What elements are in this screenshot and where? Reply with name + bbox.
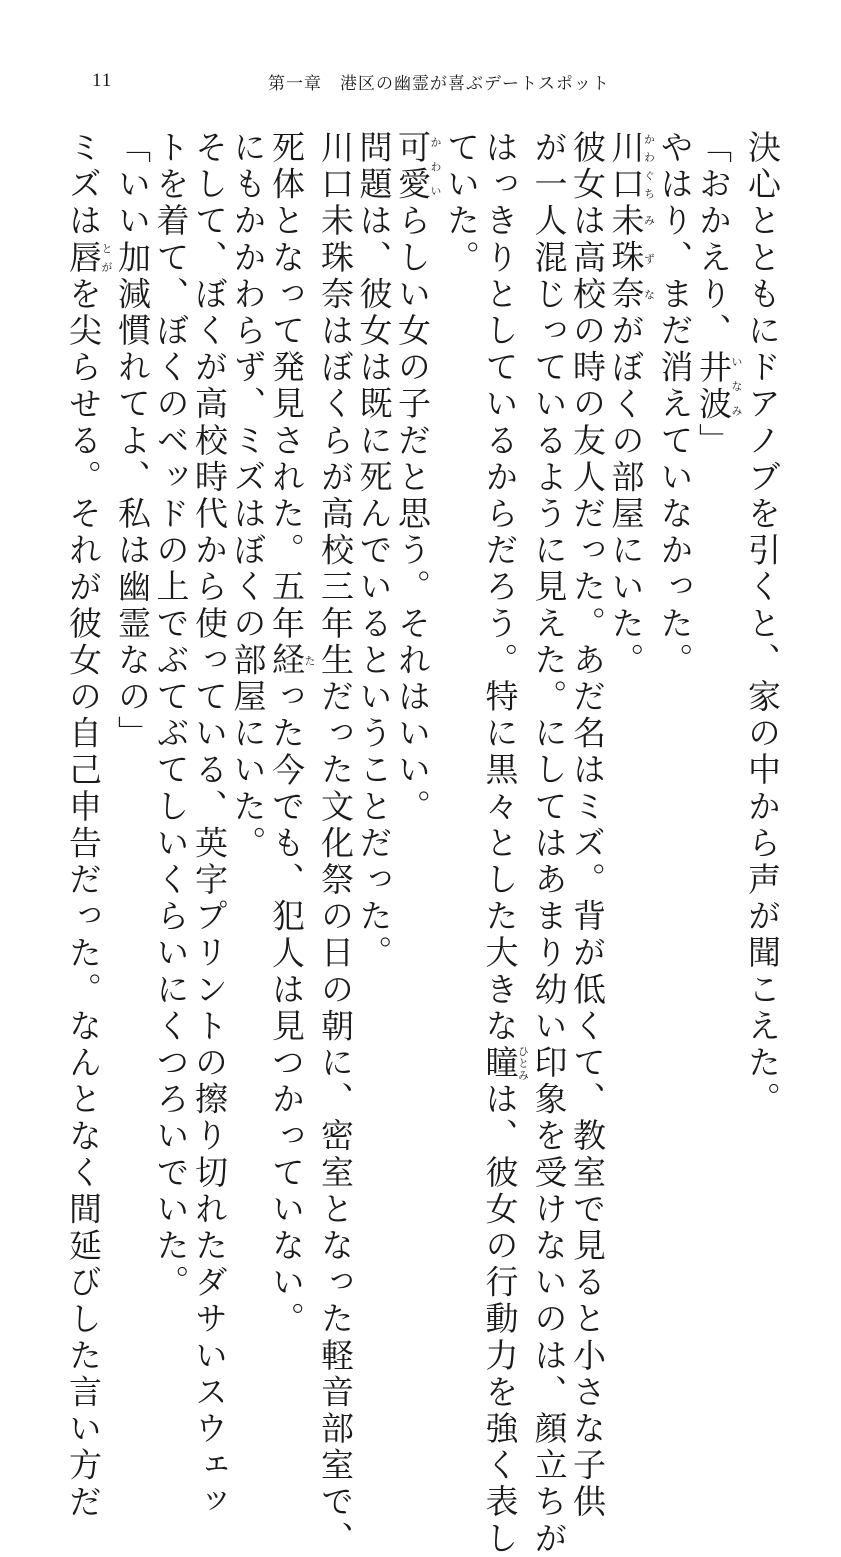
line-11-text: 川口未珠奈はぼくらが高校三年生だった文化祭の日の朝に、密室となった軽音部室で、: [316, 130, 355, 1557]
text-line-13: [228, 130, 267, 1130]
ruby-reading: た: [303, 642, 316, 679]
ruby-toga: [64, 239, 113, 277]
ruby-reading: みず: [642, 203, 656, 277]
line-3-text: やはり、まだ消えていなかった。: [655, 130, 695, 679]
line-1-text: 決心とともにドアノブを引くと、家の中から声が聞こえた。: [743, 130, 782, 1119]
line-10-text: 問題は、彼女は既に死んでいるということだった。: [354, 130, 394, 972]
ruby-base: 未珠: [606, 203, 646, 277]
ruby-reading: ひとみ: [516, 1045, 530, 1082]
text-line-17: [64, 130, 113, 1521]
text-line-12: [267, 130, 316, 1338]
text-line-9: [393, 130, 442, 1130]
text-line-5: [568, 130, 607, 1521]
text-line-15: [151, 130, 191, 1302]
line-17-text-b: を尖らせる。それが彼女の自己申告だった。なんとなく間延びした言い方だ: [64, 276, 103, 1521]
line-2-text-b: 」: [694, 422, 733, 460]
line-6-text: が一人混じっているように見えた。にしてはあまり幼い印象を受けないのは、顔立ちが: [529, 130, 569, 1557]
line-17-text-a: ミズは: [64, 130, 103, 240]
text-line-11: [316, 130, 355, 1557]
line-4-text: がぼくの部屋にいた。: [606, 313, 646, 680]
line-12-text-b: った今でも、犯人は見つかっていない。: [267, 679, 306, 1338]
ruby-reading: かわぐち: [642, 130, 656, 204]
ruby-na: [606, 276, 656, 314]
text-line-1: [743, 130, 782, 1130]
line-14-text: そして、ぼくが高校時代から使っている、英字プリントの擦り切れたダサいスウェッ: [190, 130, 229, 1521]
vertical-body-text: [64, 130, 782, 1557]
ruby-base: 奈: [606, 276, 646, 314]
line-15-text: トを着て、ぼくのベッドの上でぶてぶてしいくらいにくつろいでいた。: [151, 130, 191, 1302]
ruby-kawaguchi: [606, 130, 656, 204]
ruby-hitomi: [480, 1045, 530, 1082]
line-13-text: にもかかわらず、ミズはぼくの部屋にいた。: [228, 130, 268, 862]
text-line-2: [694, 130, 743, 1130]
line-16-text: 「いい加減慣れてよ、私は幽霊なの」: [113, 130, 152, 753]
text-line-14: [190, 130, 229, 1521]
line-7-text-b: は、彼女の行動力を強く表し: [480, 1081, 520, 1557]
line-9-text: らしい女の子だと思う。それはいい。: [393, 203, 432, 826]
ruby-reading: な: [642, 276, 656, 313]
line-8-text: ていた。: [442, 130, 481, 277]
ruby-kawaii: [393, 130, 442, 204]
ruby-reading: いなみ: [730, 349, 743, 423]
running-head: 第一章 港区の幽霊が喜ぶデートスポット: [268, 74, 610, 94]
text-line-8: [442, 130, 481, 1130]
text-line-7: [480, 130, 530, 1557]
ruby-base: 唇: [64, 239, 103, 277]
page-number: 11: [92, 70, 113, 91]
ruby-base: 川口: [606, 130, 646, 204]
ruby-ta: [267, 642, 316, 680]
ruby-base: 可愛: [393, 130, 432, 204]
text-line-4: [606, 130, 655, 1130]
ruby-base: 瞳: [480, 1045, 520, 1082]
text-line-6: [529, 130, 569, 1557]
line-7-text-a: はっきりとしているからだろう。特に黒々とした大きな: [480, 130, 520, 1045]
line-5-text: 彼女は高校の時の友人だった。あだ名はミズ。背が低くて、教室で見ると小さな子供: [568, 130, 607, 1521]
ruby-base: 経: [267, 642, 306, 680]
ruby-mizu: [606, 203, 656, 277]
text-line-3: [655, 130, 694, 1130]
ruby-inami: [694, 349, 743, 423]
ruby-base: 井波: [694, 349, 733, 423]
line-2-text-a: 「おかえり、: [694, 130, 733, 350]
line-12-text-a: 死体となって発見された。五年: [267, 130, 306, 643]
ruby-reading: かわい: [429, 130, 442, 204]
text-line-10: [354, 130, 393, 1130]
text-line-16: [113, 130, 152, 1130]
ruby-reading: とが: [100, 239, 113, 277]
